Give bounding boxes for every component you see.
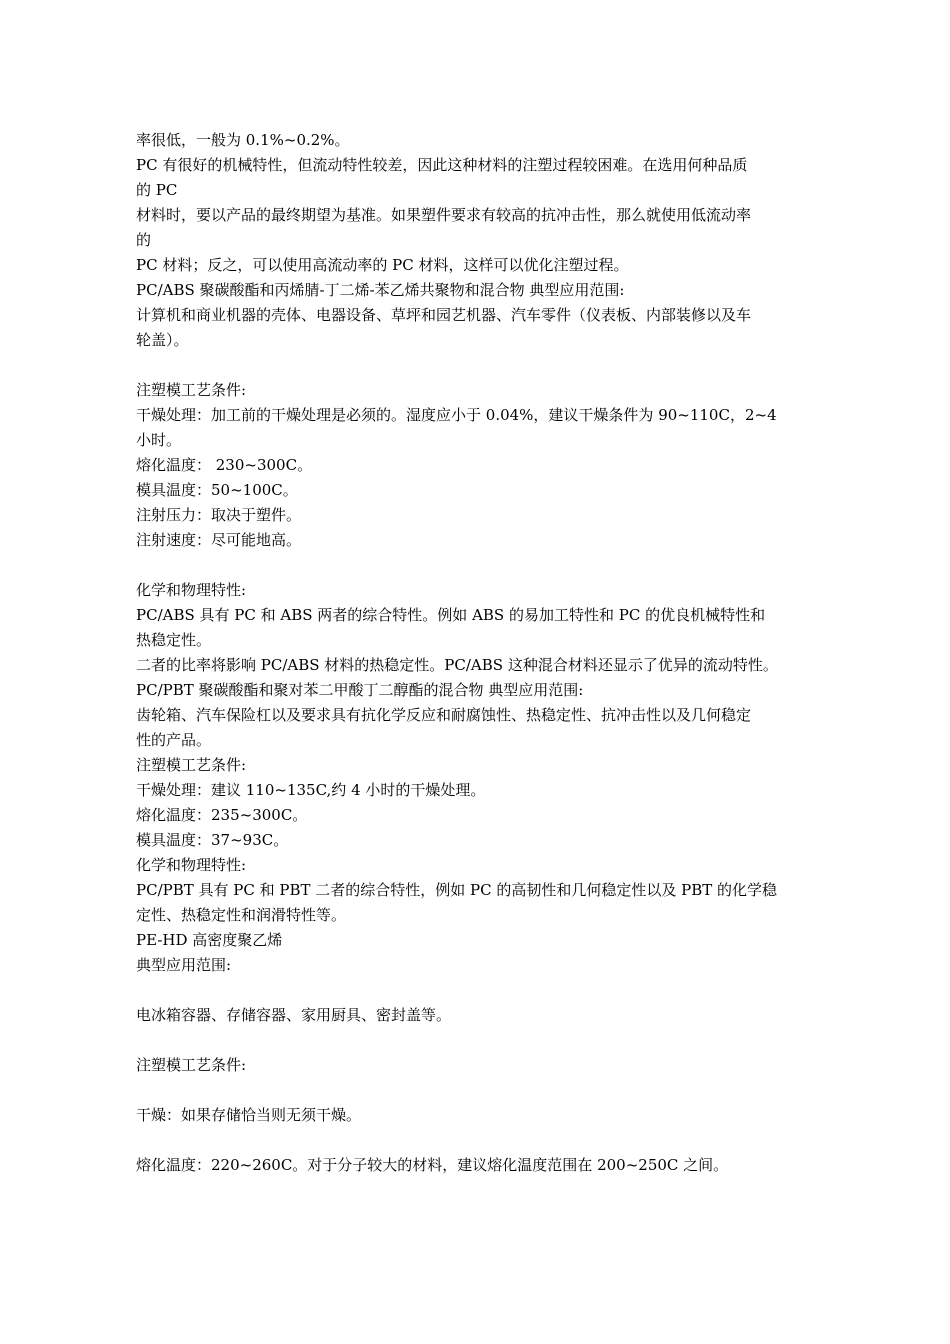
text-line: PC 有很好的机械特性，但流动特性较差，因此这种材料的注塑过程较困难。在选用何种品质 (136, 156, 748, 174)
text-line: 定性、热稳定性和润滑特性等。 (136, 906, 347, 924)
text-line: PC/ABS 具有 PC 和 ABS 两者的综合特性。例如 ABS 的易加工特性和 PC 的优良机械特性和 (136, 606, 766, 624)
text-line: 熔化温度： 230~300C。 (136, 456, 313, 474)
text-line: 注射压力：取决于塑件。 (136, 506, 302, 524)
text-line: 注射速度：尽可能地高。 (136, 531, 302, 549)
text-line: 热稳定性。 (136, 631, 212, 649)
text-line: 干燥：如果存储恰当则无须干燥。 (136, 1106, 362, 1124)
text-line: 性的产品。 (136, 731, 212, 749)
section-heading: 化学和物理特性: (136, 856, 247, 874)
text-line: 率很低，一般为 0.1%~0.2%。 (136, 131, 350, 149)
section-heading: 化学和物理特性: (136, 581, 247, 599)
text-line: PE-HD 高密度聚乙烯 (136, 931, 283, 949)
text-line: 模具温度：50~100C。 (136, 481, 298, 499)
section-heading: 注塑模工艺条件: (136, 756, 247, 774)
text-line: 电冰箱容器、存储容器、家用厨具、密封盖等。 (136, 1006, 452, 1024)
text-line: PC/ABS 聚碳酸酯和丙烯腈-丁二烯-苯乙烯共聚物和混合物 典型应用范围: (136, 281, 625, 299)
text-line: 二者的比率将影响 PC/ABS 材料的热稳定性。PC/ABS 这种混合材料还显示了优异的流动特性。 (136, 656, 778, 674)
text-line: 计算机和商业机器的壳体、电器设备、草坪和园艺机器、汽车零件（仪表板、内部装修以及车 (136, 306, 752, 324)
text-line: 的 (136, 231, 152, 249)
section-heading: 典型应用范围: (136, 956, 232, 974)
text-line: 材料时，要以产品的最终期望为基准。如果塑件要求有较高的抗冲击性，那么就使用低流动率 (136, 206, 752, 224)
section-heading: 注塑模工艺条件: (136, 1056, 247, 1074)
text-line: PC/PBT 具有 PC 和 PBT 二者的综合特性，例如 PC 的高韧性和几何稳定性以及 PBT 的化学稳 (136, 881, 778, 899)
text-line: 熔化温度：235~300C。 (136, 806, 308, 824)
text-line: 干燥处理：建议 110~135C,约 4 小时的干燥处理。 (136, 781, 486, 799)
text-line: 齿轮箱、汽车保险杠以及要求具有抗化学反应和耐腐蚀性、热稳定性、抗冲击性以及几何稳定 (136, 706, 752, 724)
text-line: 熔化温度：220~260C。对于分子较大的材料，建议熔化温度范围在 200~250C 之间。 (136, 1156, 729, 1174)
text-line: PC 材料；反之，可以使用高流动率的 PC 材料，这样可以优化注塑过程。 (136, 256, 629, 274)
text-line: 的 PC (136, 181, 178, 199)
text-line: PC/PBT 聚碳酸酯和聚对苯二甲酸丁二醇酯的混合物 典型应用范围: (136, 681, 584, 699)
section-heading: 注塑模工艺条件: (136, 381, 247, 399)
text-line: 干燥处理：加工前的干燥处理是必须的。湿度应小于 0.04%，建议干燥条件为 90~110C，2~4 (136, 406, 777, 424)
text-line: 小时。 (136, 431, 182, 449)
text-line: 模具温度：37~93C。 (136, 831, 289, 849)
text-line: 轮盖）。 (136, 331, 189, 349)
